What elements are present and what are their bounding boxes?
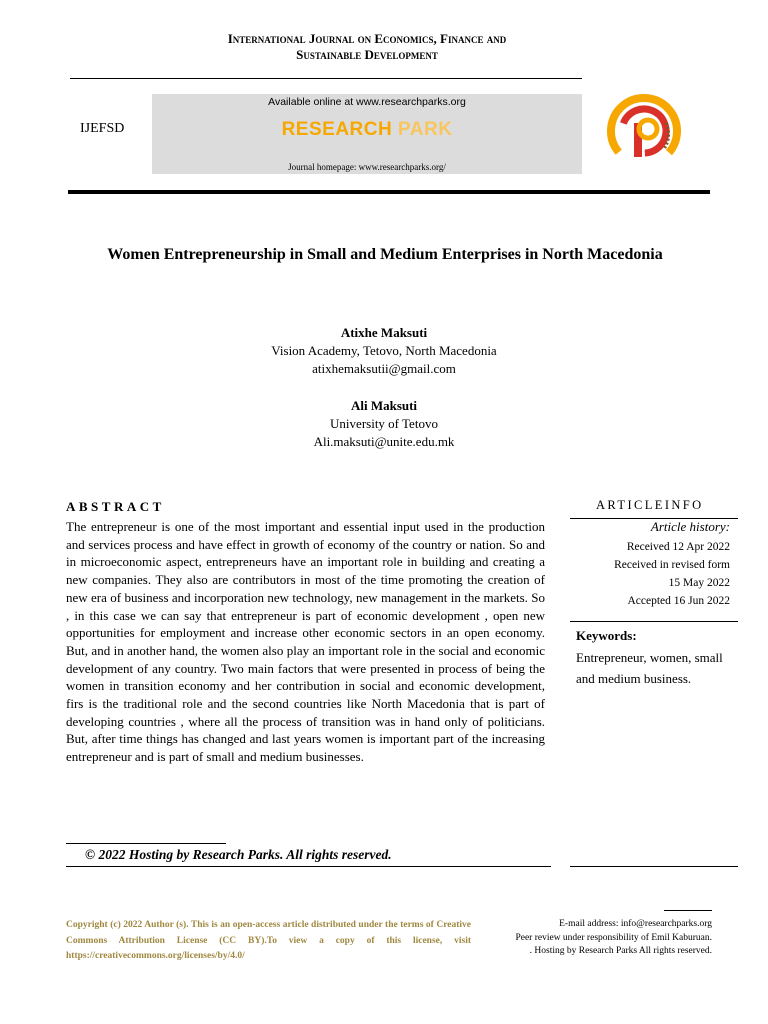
header-thick-rule [68,190,710,194]
abstract-short-rule [66,843,226,844]
received-date: Received 12 Apr 2022 [626,541,730,553]
journal-title [0,31,734,63]
brand-word-research: RESEARCH [281,119,393,140]
author-name: Ali Maksuti [350,398,418,413]
journal-title-line2: Sustainable Development [296,47,438,62]
accepted-date: Accepted 16 Jun 2022 [627,595,730,607]
abstract-heading: ABSTRACT [66,499,165,514]
research-parks-logo-icon [606,93,682,169]
available-online-text: Available online at www.researchparks.org [268,96,466,108]
revised-label: Received in revised form [614,559,730,571]
author-email: Ali.maksuti@unite.edu.mk [313,434,455,449]
license-notice: Copyright (c) 2022 Author (s). This is an open-access article distributed under the terms of Creative Commons Attribution License (CC BY).To view a copy of this license, visit https://creativecommons.org/licenses/by/4.0/ [66,920,471,961]
author-block-2 [0,397,768,451]
footnote-rule [664,910,712,911]
author-affiliation: Vision Academy, Tetovo, North Macedonia [271,343,497,358]
article-history [570,538,730,610]
author-block-1 [0,324,768,378]
hosting-copyright: © 2022 Hosting by Research Parks. All rights reserved. [85,847,392,862]
abstract-text: The entrepreneur is one of the most important and essential input used in the production and services process and have effect in growth of economy of the country or nation. So and in microeconomic aspect, entrepreneurs have an important role in building and creating a new companies. They also are contributors in most of the time promoting the creation of new era of business and incorporation new technology, new management in the markets. So , in this case we can say that entrepreneur is part of economic development , open new opportunities for employment and increase other economic sectors in an open economy. But, and in another hand, the women also play an important role in the social and economic development of any country. Two main factors that were presented in process of being the women in transition economy and her contribution in social and economic development, firs is the traditional role and the second countries like North Macedonia that is part of developing countries , where all the process of transition was in hand only of politicians. But, after time things has changed and last years women is important part of the increasing entrepreneur and is part of small and medium businesses. [66,519,545,765]
footnote-block [470,918,712,959]
brand-word-park: PARK [397,119,453,140]
header-rule [70,78,582,79]
author-email: atixhemaksutii@gmail.com [312,361,456,376]
keywords-text: Entrepreneur, women, small and medium business. [576,650,723,686]
abstract-bottom-rule [66,866,551,867]
keywords-label: Keywords: [576,628,637,643]
journal-title-line1: International Journal on Economics, Finance and [227,31,507,46]
publisher-banner [152,94,582,174]
hosting-note: . Hosting by Research Parks All rights reserved. [529,946,712,956]
peer-review-note: Peer review under responsibility of Emil Kaburuan. [515,932,712,943]
brand-name [152,119,582,141]
contact-email: E-mail address: info@researchparks.org [559,919,712,929]
revised-date: 15 May 2022 [668,577,730,589]
journal-homepage-text: Journal homepage: www.researchparks.org/ [288,162,446,172]
article-history-label: Article history: [650,519,730,534]
author-name: Atixhe Maksuti [340,325,428,340]
article-info-bottom-rule [570,866,738,867]
journal-abbrev: IJEFSD [80,121,125,136]
keywords-rule [570,621,738,622]
paper-title: Women Entrepreneurship in Small and Medium Enterprises in North Macedonia [107,246,663,263]
author-affiliation: University of Tetovo [330,416,438,431]
article-info-heading: ARTICLEINFO [596,498,704,512]
